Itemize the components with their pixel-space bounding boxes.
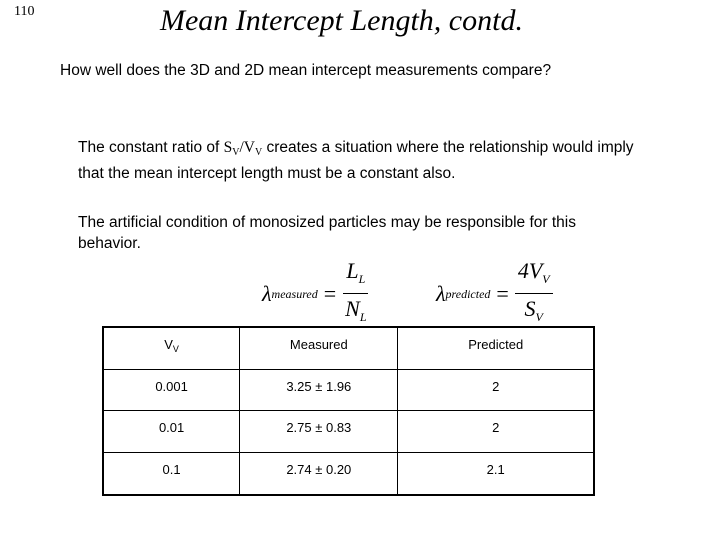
paragraph-monosized: The artificial condition of monosized particles may be responsible for this behavior. (78, 214, 576, 252)
slide-title: Mean Intercept Length, contd. (160, 4, 523, 37)
header-vv (103, 327, 240, 369)
numerator-main: L (346, 258, 359, 283)
formula-measured (262, 258, 370, 330)
slide-subtitle: How well does the 3D and 2D mean intercept measurements compare? (60, 62, 552, 79)
denominator-main: S (524, 296, 536, 321)
vv-subscript: V (254, 147, 263, 158)
lambda-symbol: λ (436, 281, 446, 306)
formula-predicted (436, 258, 553, 330)
table-row (103, 411, 594, 453)
lambda-subscript: predicted (445, 286, 491, 301)
cell-vv: 0.1 (103, 452, 240, 495)
fraction (515, 258, 553, 330)
header-vv-main: V (164, 337, 173, 352)
denominator-subscript: L (359, 310, 367, 324)
sv-main: S (223, 139, 233, 156)
sv-subscript: V (232, 147, 240, 158)
cell-vv: 0.001 (103, 369, 240, 411)
numerator-subscript: V (542, 272, 550, 286)
sv-symbol (224, 139, 263, 156)
table-row (103, 369, 594, 411)
paragraph-suffix: creates a situation where the relationship would imply that the mean intercept length must be a constant also. (78, 139, 634, 182)
cell-measured: 3.25 ± 1.96 (240, 369, 398, 411)
denominator-main: N (345, 296, 360, 321)
lambda-symbol: λ (262, 281, 272, 306)
cell-vv: 0.01 (103, 411, 240, 453)
table-row (103, 452, 594, 495)
fraction (342, 258, 369, 330)
cell-predicted: 2.1 (398, 452, 594, 495)
denominator (342, 294, 369, 330)
numerator-main: 4V (517, 258, 543, 283)
slide-number: 110 (14, 4, 35, 19)
numerator (343, 258, 368, 294)
vv-main: V (243, 139, 255, 156)
equals-sign: = (323, 281, 337, 306)
cell-predicted: 2 (398, 411, 594, 453)
header-vv-subscript: V (172, 344, 179, 354)
results-table (102, 326, 595, 496)
paragraph-constant-ratio (78, 137, 638, 184)
ratio-slash: / (239, 139, 244, 156)
denominator (522, 294, 546, 330)
equals-sign: = (496, 281, 509, 306)
numerator-subscript: L (358, 272, 366, 286)
paragraph-prefix: The constant ratio of (78, 139, 224, 156)
table-header-row (103, 327, 594, 369)
cell-measured: 2.75 ± 0.83 (240, 411, 398, 453)
header-measured: Measured (240, 327, 398, 369)
cell-measured: 2.74 ± 0.20 (240, 452, 398, 495)
numerator (515, 258, 553, 294)
header-predicted: Predicted (398, 327, 594, 369)
lambda-subscript: measured (271, 286, 318, 301)
denominator-subscript: V (535, 310, 543, 324)
cell-predicted: 2 (398, 369, 594, 411)
